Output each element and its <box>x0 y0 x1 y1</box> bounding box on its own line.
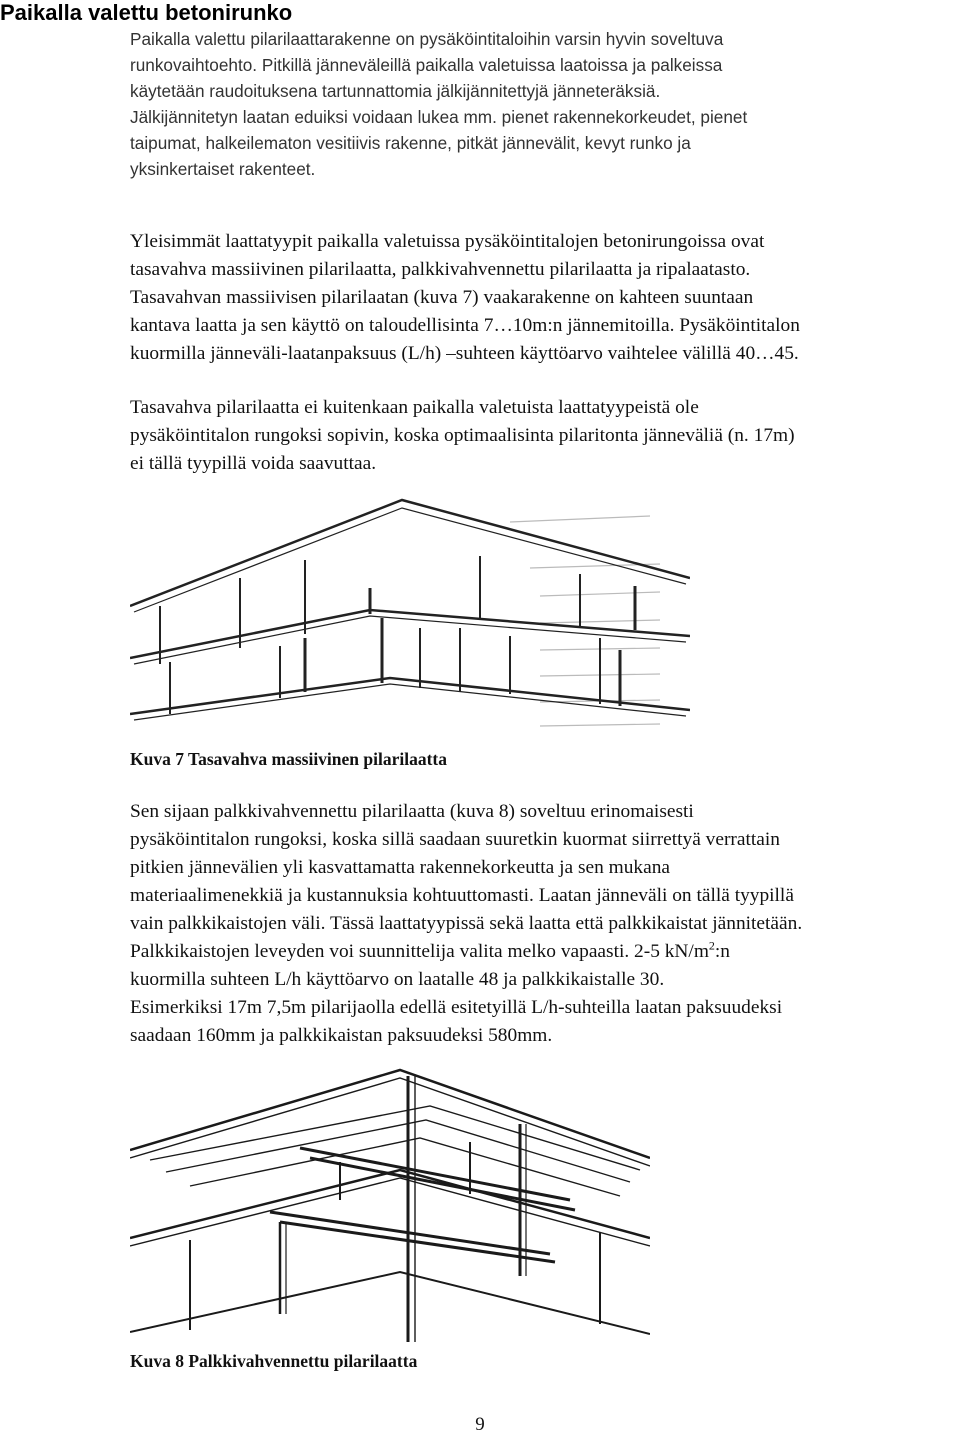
text-line: tasavahva massiivinen pilarilaatta, palkkivahvennettu pilarilaatta ja ripalaatasto. <box>130 259 751 280</box>
text-line: kantava laatta ja sen käyttö on taloudellisinta 7…10m:n jännemitoilla. Pysäköintitalon <box>130 315 800 336</box>
figure-8-beam-slab-drawing <box>130 1062 650 1344</box>
figure-7-caption: Kuva 7 Tasavahva massiivinen pilarilaatta <box>130 749 448 769</box>
text-line: Paikalla valettu pilarilaattarakenne on pysäköintitaloihin varsin hyvin soveltuva <box>130 29 724 49</box>
line-end: :n <box>714 941 731 962</box>
text-line: saadaan 160mm ja palkkikaistan paksuudeksi 580mm. <box>130 1025 553 1046</box>
text-line: runkovaihtoehto. Pitkillä jänneväleillä paikalla valetuissa laatoissa ja palkeissa <box>130 55 723 75</box>
page-number: 9 <box>475 1414 485 1435</box>
text-line: Sen sijaan palkkivahvennettu pilarilaatta (kuva 8) soveltuu erinomaisesti <box>130 801 694 822</box>
text-line: Esimerkiksi 17m 7,5m pilarijaolla edellä esitetyillä L/h-suhteilla laatan paksuudeksi <box>130 997 783 1018</box>
page-heading: Paikalla valettu betonirunko <box>0 0 293 25</box>
beam-slab-paragraph <box>130 798 956 1050</box>
text-line: Yleisimmät laattatyypit paikalla valetuissa pysäköintitalojen betonirungoissa ovat <box>130 231 765 252</box>
text-line: kuormilla suhteen L/h käyttöarvo on laatalle 48 ja palkkikaistalle 30. <box>130 969 665 990</box>
text-line: Tasavahva pilarilaatta ei kuitenkaan paikalla valetuista laattatyypeistä ole <box>130 397 699 418</box>
text-line: Tasavahvan massiivisen pilarilaatan (kuva 7) vaakarakenne on kahteen suuntaan <box>130 287 754 308</box>
superscript: 2 <box>708 938 715 953</box>
text-line: yksinkertaiset rakenteet. <box>130 159 316 179</box>
figure-7-flat-slab-drawing <box>130 478 690 748</box>
line-start: Palkkikaistojen leveyden voi suunnittelija valita melko vapaasti. 2-5 kN/m <box>130 941 709 962</box>
text-line: Jälkijännitetyn laatan eduiksi voidaan lukea mm. pienet rakennekorkeudet, pienet <box>130 107 748 127</box>
text-line: pysäköintitalon rungoksi sopivin, koska optimaalisinta pilaritonta jänneväliä (n. 17m) <box>130 425 795 446</box>
text-line: pitkien jännevälien yli kasvattamatta rakennekorkeutta ja sen mukana <box>130 857 671 878</box>
text-line: ei tällä tyypillä voida saavuttaa. <box>130 453 377 474</box>
text-line: materiaalimenekkiä ja kustannuksia kohtuuttomasti. Laatan jänneväli on tällä tyypillä <box>130 885 794 906</box>
slab-types-paragraph <box>130 228 956 368</box>
text-line: kuormilla jänneväli-laatanpaksuus (L/h) –suhteen käyttöarvo vaihtelee välillä 40…45. <box>130 343 799 364</box>
figure-8-caption: Kuva 8 Palkkivahvennettu pilarilaatta <box>130 1351 418 1371</box>
text-line: käytetään raudoituksena tartunnattomia jälkijännitettyjä jänneteräksiä. <box>130 81 661 101</box>
flat-slab-paragraph <box>130 394 956 478</box>
text-line <box>130 938 956 966</box>
text-line: vain palkkikaistojen väli. Tässä laattatyypissä sekä laatta että palkkikaistat jännitetään. <box>130 913 803 934</box>
text-line: pysäköintitalon rungoksi, koska sillä saadaan suuretkin kuormat siirrettyä verrattain <box>130 829 780 850</box>
intro-paragraph <box>130 26 945 182</box>
text-line: taipumat, halkeilematon vesitiivis rakenne, pitkät jännevälit, kevyt runko ja <box>130 133 691 153</box>
